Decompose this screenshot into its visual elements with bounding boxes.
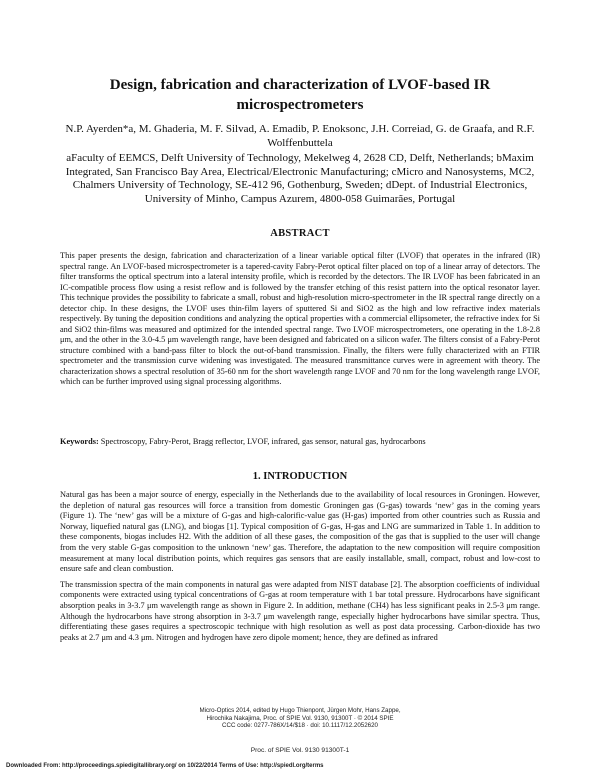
keywords-list: Spectroscopy, Fabry-Perot, Bragg reflector, LVOF, infrared, gas sensor, natural gas, hydrocarbons [100, 437, 426, 446]
abstract-heading: ABSTRACT [270, 228, 330, 239]
abstract-text: This paper presents the design, fabrication and characterization of a linear variable optical filter (LVOF) that operates in the infrared (IR) spectral range. An LVOF-based microspectrometer is a tapered-cavity Fabry-Perot optical filter placed on top of a linear array of detectors. The filter transforms the optical spectrum into a lateral intensity profile, which is recorded by the detectors. The IR LVOF has been fabricated in an IC-compatible process flow using a resist reflow and is followed by the transfer etching of this resist pattern into the optical resonator layer. This technique provides the possibility to fabricate a small, robust and high-resolution micro-spectrometer in the IR spectral range directly on a detector chip. In these designs, the LVOF uses thin-film layers of sputtered Si and SiO2 as the high and low refractive index materials respectively. By tuning the deposition conditions and analyzing the optical properties with a commercial ellipsometer, the refractive index for Si and SiO2 thin-films was measured and optimized for the intended spectral range. Two LVOF microspectrometers, one operating in the 1.8-2.8 μm, and the other in the 3.0-4.5 μm wavelength range, have been designed and fabricated on a silicon wafer. The filters consist of a Fabry-Perot structure combined with a band-pass filter to block the out-of-band transmission. Finally, the filters were fully characterized with an FTIR spectrometer and the transmission curve widening was investigated. The measured transmittance curves were in agreement with theory. The characterization shows a spectral resolution of 35-60 nm for the short wavelength range LVOF and 70 nm for the long wavelength range LVOF, which can be further improved using signal processing algorithms. [60, 251, 540, 386]
paper-title: Design, fabrication and characterization of LVOF-based IR microspectrometers [109, 77, 491, 113]
affiliations: aFaculty of EEMCS, Delft University of Technology, Mekelweg 4, 2628 CD, Delft, Netherlands; bMaxim Integrated, San Francisco Bay Area, Electrical/Electronic Manufacturing; cMicro and Nanosystems, MC2, Chalmers University of Technology, SE-412 96, Gothenburg, Sweden; dDept. of Industrial Electronics, University of Minho, Campus Azurem, 4800-058 Guimarães, Portugal [65, 152, 535, 205]
keywords [60, 437, 540, 448]
keywords-label: Keywords: [60, 437, 99, 446]
section-heading-introduction: 1. INTRODUCTION [252, 471, 348, 482]
download-notice: Downloaded From: http://proceedings.spiedigitallibrary.org/ on 10/22/2014 Terms of Use: http://spiedl.org/terms [6, 763, 324, 769]
introduction-body [60, 490, 540, 648]
citation-line: Hirochika Nakajima, Proc. of SPIE Vol. 9130, 91300T · © 2014 SPIE [206, 714, 394, 722]
citation-footer [0, 707, 600, 730]
page-number: Proc. of SPIE Vol. 9130 91300T-1 [250, 747, 350, 754]
author-list: N.P. Ayerden*a, M. Ghaderia, M. F. Silvad, A. Emadib, P. Enoksonc, J.H. Correiad, G. de Graafa, and R.F. Wolffenbuttela [65, 123, 535, 149]
intro-paragraph: Natural gas has been a major source of energy, especially in the Netherlands due to the availability of local resources in Groningen. However, the depletion of natural gas resources will force a transition from domestic Groningen gas (G-gas) towards ‘new’ gas in the coming years (Figure 1). The ‘new’ gas will be a mixture of G-gas and high-calorific-value gas (H-gas) imported from other countries such as Russia and Norway, liquefied natural gas (LNG), and biogas [1]. Typical composition of G-gas, H-gas and LNG are summarized in Table 1. In addition to these components, biogas includes H2. With the addition of all these gases, the composition of the gas that is supplied to the user will change from the very stable G-gas composition to the unknown ‘new’ gas. Therefore, the adaptation to the new composition will require composition measurement at many local distribution points, which requires gas sensors that are easily installable, small, compact, robust and low-cost to ensure safe and clean combustion. [60, 490, 540, 574]
citation-line: Micro-Optics 2014, edited by Hugo Thienpont, Jürgen Mohr, Hans Zappe, [199, 707, 401, 714]
citation-line: CCC code: 0277-786X/14/$18 · doi: 10.1117/12.2052620 [222, 722, 378, 730]
intro-paragraph: The transmission spectra of the main components in natural gas were adapted from NIST database [2]. The absorption coefficients of individual components were extracted using typical concentrations of G-gas at room temperature with 1 bar total pressure. Hydrocarbons have significant absorption peaks in 3-3.7 μm wavelength range as shown in Figure 2. In addition, methane (CH4) has less significant peaks in 2.5-3 μm range. Although the hydrocarbons have strong absorption in 3-3.7 μm wavelength range, especially higher hydrocarbons have similar spectra. Thus, differentiating these gases requires a spectroscopic technique with high resolution as well as post data processing. Carbon-dioxide has two peaks at 2.7 μm and 4.3 μm. Nitrogen and hydrogen have zero dipole moment; hence, they are defined as infrared [60, 579, 540, 642]
